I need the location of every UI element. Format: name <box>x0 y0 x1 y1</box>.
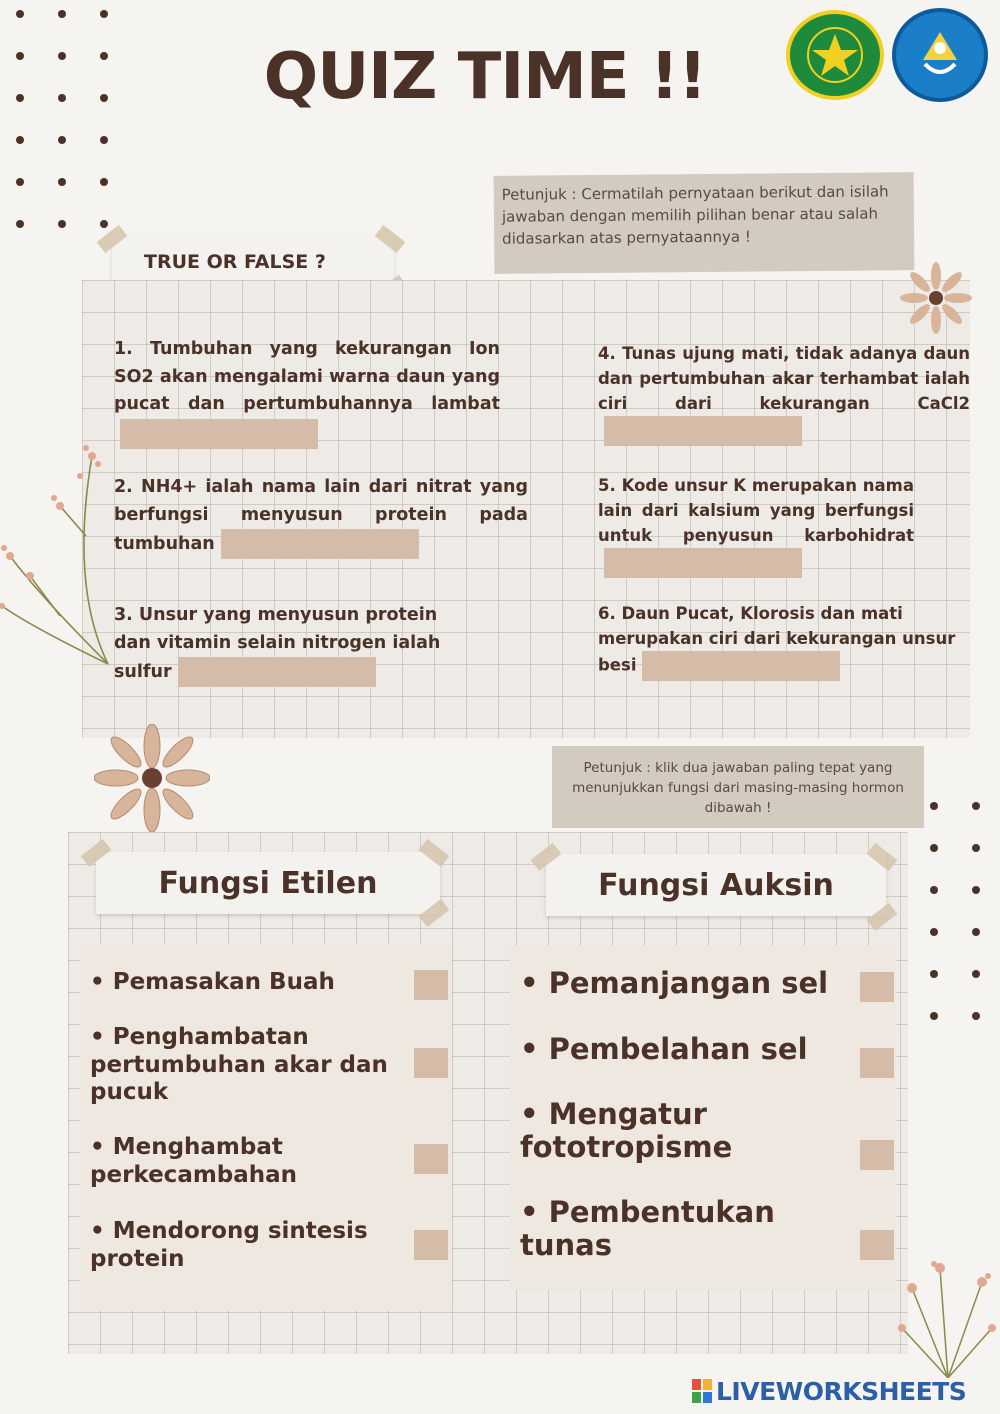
etilen-option-4: • Mendorong sintesis protein <box>90 1218 368 1272</box>
question-4 <box>598 341 970 446</box>
page-title: QUIZ TIME !! <box>263 40 707 114</box>
true-false-label-text: TRUE OR FALSE ? <box>144 251 326 273</box>
question-2 <box>114 474 528 559</box>
auksin-heading: Fungsi Auksin <box>598 867 834 903</box>
liveworksheets-logo <box>692 1374 966 1408</box>
auksin-checkbox-1[interactable] <box>860 972 894 1002</box>
etilen-option-1: • Pemasakan Buah <box>90 969 335 995</box>
etilen-option-2: • Penghambatan pertumbuhan akar dan pucuk <box>90 1024 388 1105</box>
answer-field-3[interactable] <box>178 657 376 687</box>
etilen-checkbox-2[interactable] <box>414 1048 448 1078</box>
auksin-heading-label <box>546 854 886 916</box>
university-seal <box>786 10 884 100</box>
instruction-text-2: Petunjuk : klik dua jawaban paling tepat yang menunjukkan fungsi dari masing-masing hormon dibawah ! <box>572 760 904 816</box>
question-6-text: 6. Daun Pucat, Klorosis dan mati merupakan ciri dari kekurangan unsur besi <box>598 604 956 675</box>
etilen-checkbox-4[interactable] <box>414 1230 448 1260</box>
instruction-note-1 <box>494 172 915 274</box>
question-4-text: 4. Tunas ujung mati, tidak adanya daun dan pertumbuhan akar terhambat ialah ciri dari kekurangan CaCl2 <box>598 344 970 413</box>
etilen-heading: Fungsi Etilen <box>158 865 378 901</box>
answer-field-4[interactable] <box>604 416 802 446</box>
question-1 <box>114 336 500 449</box>
etilen-checkbox-3[interactable] <box>414 1144 448 1174</box>
seal-icon <box>800 24 870 86</box>
answer-field-6[interactable] <box>642 651 840 681</box>
answer-field-5[interactable] <box>604 548 802 578</box>
question-1-text: 1. Tumbuhan yang kekurangan Ion SO2 akan mengalami warna daun yang pucat dan pertumbuhannya lambat <box>114 339 500 414</box>
emblem-icon <box>905 20 975 90</box>
auksin-checkbox-2[interactable] <box>860 1048 894 1078</box>
tut-wuri-handayani-logo <box>892 8 988 102</box>
liveworksheets-text: LIVEWORKSHEETS <box>716 1376 967 1406</box>
question-2-text: 2. NH4+ ialah nama lain dari nitrat yang berfungsi menyusun protein pada tumbuhan <box>114 477 528 554</box>
instruction-note-2 <box>552 746 924 828</box>
etilen-heading-label <box>96 852 440 914</box>
auksin-checkbox-4[interactable] <box>860 1230 894 1260</box>
auksin-option-2: • Pembelahan sel <box>520 1032 808 1066</box>
etilen-checkbox-1[interactable] <box>414 970 448 1000</box>
question-6 <box>598 601 970 681</box>
auksin-option-3: • Mengatur fototropisme <box>520 1097 733 1164</box>
liveworksheets-icon <box>692 1379 712 1403</box>
auksin-option-4: • Pembentukan tunas <box>520 1195 775 1262</box>
question-5-text: 5. Kode unsur K merupakan nama lain dari kalsium yang berfungsi untuk penyusun karbohidrat <box>598 476 914 545</box>
question-3 <box>114 602 474 687</box>
answer-field-2[interactable] <box>221 529 419 559</box>
flower-icon <box>94 724 210 832</box>
auksin-option-1: • Pemanjangan sel <box>520 966 829 1000</box>
dried-flower-icon <box>896 1258 1000 1378</box>
answer-field-1[interactable] <box>120 419 318 449</box>
flower-icon <box>900 262 972 334</box>
question-5 <box>598 473 914 578</box>
instruction-text-1: Petunjuk : Cermatilah pernyataan berikut dan isilah jawaban dengan memilih pilihan benar atau salah didasarkan atas pernyataannya ! <box>501 182 889 248</box>
dried-flower-icon <box>0 436 120 668</box>
auksin-checkbox-3[interactable] <box>860 1140 894 1170</box>
etilen-option-3: • Menghambat perkecambahan <box>90 1134 298 1188</box>
question-3-text: 3. Unsur yang menyusun protein dan vitamin selain nitrogen ialah sulfur <box>114 605 441 682</box>
